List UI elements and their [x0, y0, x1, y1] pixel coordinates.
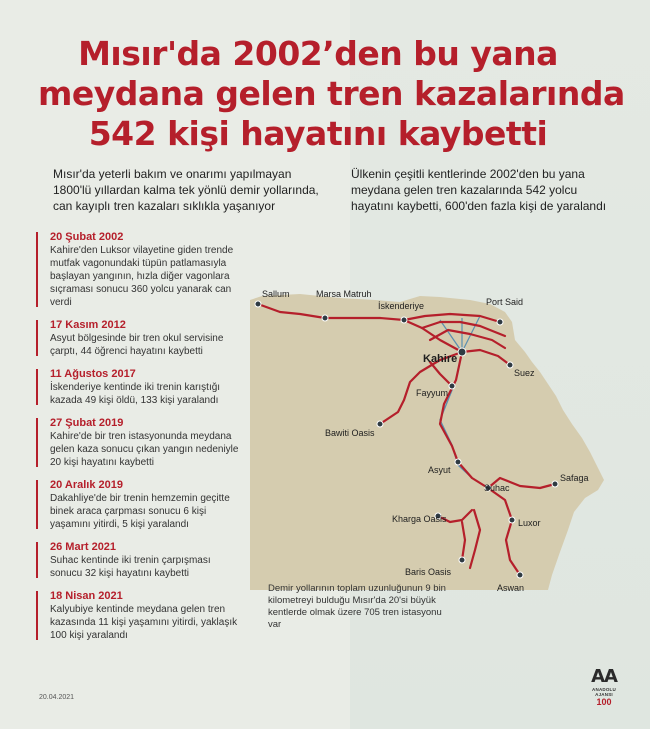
timeline-event	[36, 367, 241, 407]
city-label: Asyut	[428, 465, 451, 475]
city-marker-baris	[459, 557, 465, 563]
city-label: Baris Oasis	[405, 567, 452, 577]
city-marker-port-said	[497, 319, 503, 325]
event-description: Asyut bölgesinde bir tren okul servisine çarptı, 44 öğrenci hayatını kaybetti	[50, 333, 224, 357]
city-marker-suez	[507, 362, 513, 368]
intro-right: Ülkenin çeşitli kentlerinde 2002'den bu yana meydana gelen tren kazalarında 542 yolcu hayatını kaybetti, 600'den fazla kişi de yaralandı	[351, 167, 607, 213]
anadolu-agency-logo	[586, 666, 622, 707]
logo-mark: AA	[591, 666, 617, 687]
city-label: Kahire	[423, 353, 458, 365]
event-date: 20 Aralık 2019	[50, 479, 123, 491]
event-description: İskenderiye kentinde iki trenin karıştığı kazada 49 kişi öldü, 133 kişi yaralandı	[50, 382, 221, 406]
logo-agency-name: ANADOLU AJANSI	[592, 687, 616, 697]
event-date: 20 Şubat 2002	[50, 231, 124, 243]
event-description: Dakahliye'de bir trenin hemzemin geçitte binek araca çarpması sonucu 6 kişi yaşamını yitirdi, 5 kişi yaralandı	[50, 493, 230, 530]
intro-left: Mısır'da yeterli bakım ve onarımı yapılmayan 1800'lü yıllardan kalma tek yönlü demir yollarında, can kayıplı tren kazaları sıklıkla yaşanıyor	[53, 167, 319, 213]
city-label: İskenderiye	[378, 301, 425, 311]
event-description: Suhac kentinde iki trenin çarpışması sonucu 32 kişi hayatını kaybetti	[50, 555, 211, 579]
event-date: 26 Mart 2021	[50, 541, 117, 553]
city-marker-aswan	[517, 572, 523, 578]
event-description: Kahire'den Luksor vilayetine giden trende mutfak vagonundaki tüpün patlamasıyla başlayan yangının, hızla diğer vagonlara sıçraması sonucu 360 yolcu yanarak can verdi	[50, 245, 234, 308]
event-description: Kahire'de bir tren istasyonunda meydana gelen kaza sonucu çıkan yangın nedeniyle 20 kişi hayatını kaybetti	[50, 431, 239, 468]
timeline-event	[36, 416, 241, 469]
city-label: Safaga	[560, 473, 589, 483]
city-label: Fayyum	[416, 388, 449, 398]
event-date: 27 Şubat 2019	[50, 417, 124, 429]
incident-timeline	[36, 230, 241, 651]
city-label: Suhac	[484, 483, 510, 493]
timeline-event	[36, 478, 241, 531]
city-label: Bawiti Oasis	[325, 428, 375, 438]
logo-years: 100	[596, 697, 612, 707]
event-date: 11 Ağustos 2017	[50, 368, 136, 380]
city-marker-marsa-matruh	[322, 315, 328, 321]
event-date: 17 Kasım 2012	[50, 319, 126, 331]
event-description: Kalyubiye kentinde meydana gelen tren kazasında 11 kişi yaşamını yitirdi, yaklaşık 100 kişi yaralandı	[50, 604, 238, 641]
city-marker-bawiti	[377, 421, 383, 427]
title-line-3: 542 kişi hayatını kaybetti	[88, 114, 548, 153]
title-line-2: meydana gelen tren kazalarında	[38, 74, 625, 113]
timeline-event	[36, 318, 241, 358]
city-marker-safaga	[552, 481, 558, 487]
city-label: Luxor	[518, 518, 541, 528]
city-label: Suez	[514, 368, 535, 378]
city-marker-fayyum	[449, 383, 455, 389]
city-label: Marsa Matruh	[316, 289, 372, 299]
city-label: Sallum	[262, 289, 290, 299]
city-label: Kharga Oasis	[392, 514, 447, 524]
city-marker-kahire	[458, 348, 466, 356]
railway-note: Demir yollarının toplam uzunluğunun 9 bin kilometreyi bulduğu Mısır'da 20'si büyük kentlerde olmak üzere 705 tren istasyonu var	[268, 583, 446, 630]
timeline-event	[36, 230, 241, 309]
title-line-1: Mısır'da 2002’den bu yana	[78, 34, 558, 73]
publication-date: 20.04.2021	[39, 694, 75, 701]
timeline-event	[36, 589, 241, 642]
city-marker-iskenderiye	[401, 317, 407, 323]
egypt-land	[250, 294, 604, 590]
city-label: Aswan	[497, 583, 525, 593]
city-marker-asyut	[455, 459, 461, 465]
city-marker-luxor	[509, 517, 515, 523]
city-marker-sallum	[255, 301, 261, 307]
city-label: Port Said	[486, 297, 524, 307]
event-date: 18 Nisan 2021	[50, 590, 123, 602]
timeline-event	[36, 540, 241, 580]
